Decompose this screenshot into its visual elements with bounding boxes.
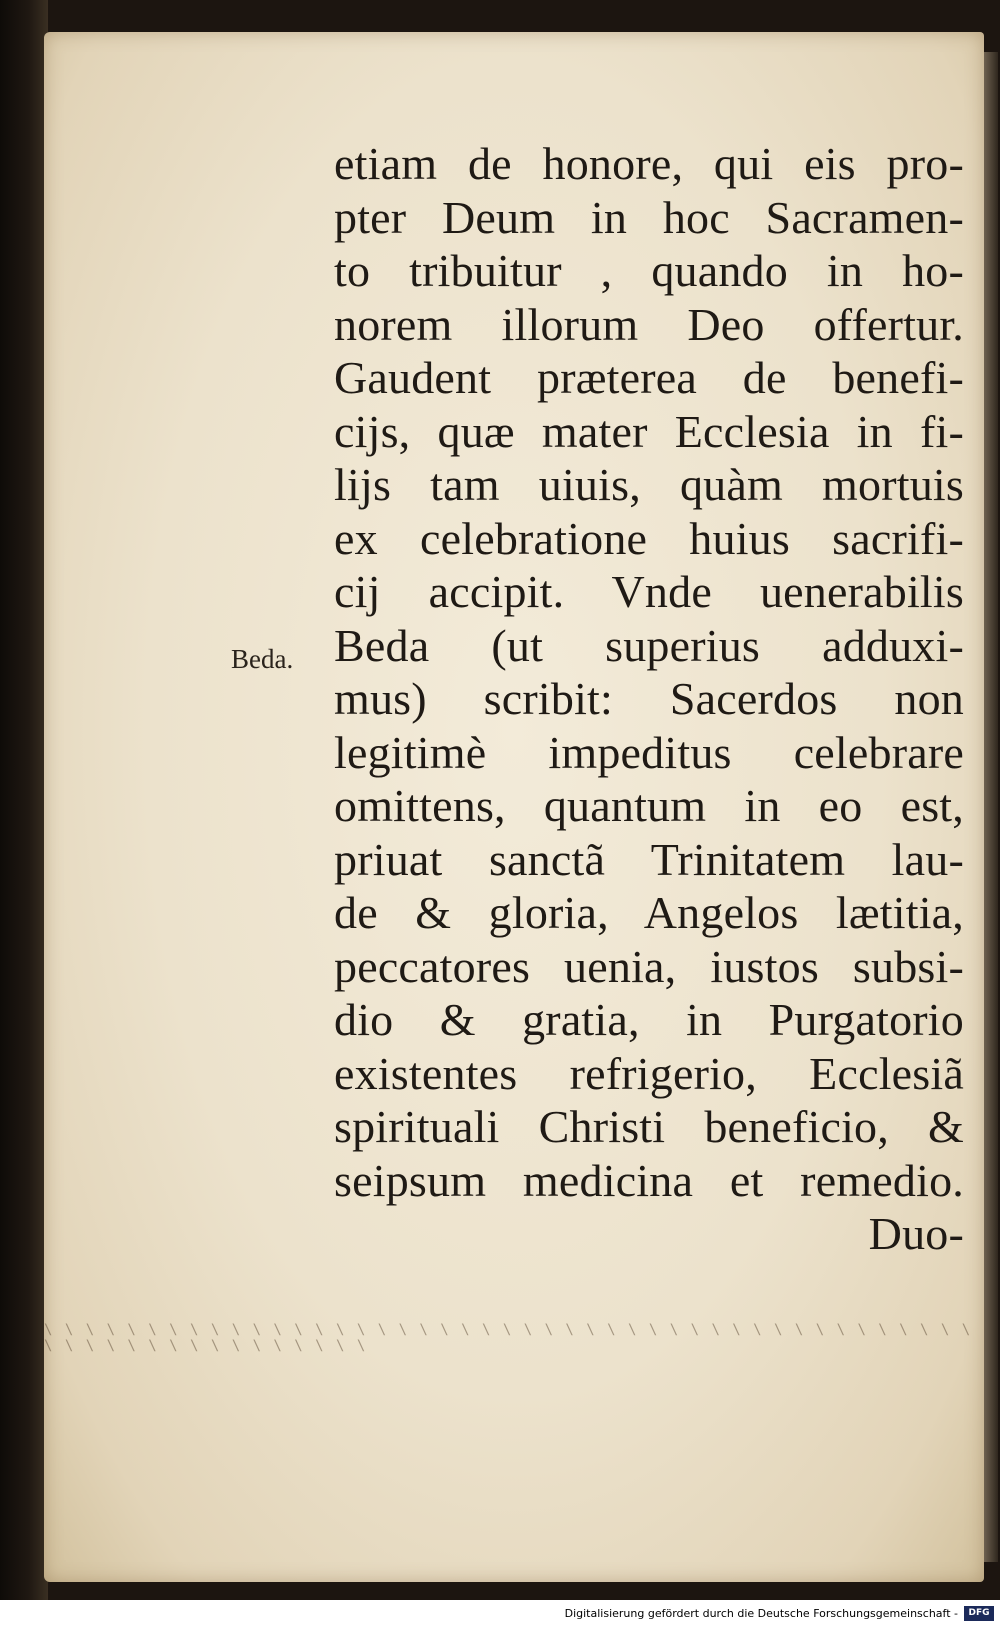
text-line: seipsum medicina et remedio. [334, 1154, 964, 1206]
text-line: ex celebratione huius sacrifi- [334, 512, 964, 564]
text-line: pter Deum in hoc Sacramen- [334, 191, 964, 243]
text-line: omittens, quantum in eo est, [334, 780, 964, 831]
fold-marks: \ \ \ \ \ \ \ \ \ \ \ \ \ \ \ \ \ \ \ \ \ \ \ \ \ \ \ \ \ \ \ \ \ \ \ \ \ \ \ \ \ \ \ \ \ \ \ \ \ \ \ \ \ \ \ \ \ \ \ \ \ [44, 1322, 973, 1354]
text-line: cij accipit. Vnde uenerabilis [334, 566, 964, 617]
scan-background [0, 0, 48, 1600]
text-line: de & gloria, Angelos lætitia, [334, 887, 964, 938]
book-page [44, 32, 984, 1582]
page-edge [984, 52, 998, 1562]
text-line: legitimè impeditus celebrare [334, 726, 964, 778]
text-line: to tribuitur , quando in ho- [334, 245, 964, 296]
text-line: priuat sanctã Trinitatem lau- [334, 833, 964, 885]
text-line: mus) scribit: Sacerdos non [334, 673, 964, 724]
text-line: existentes refrigerio, Ecclesiã [334, 1047, 964, 1099]
text-line: peccatores uenia, iustos subsi- [334, 940, 964, 992]
catchword: Duo- [868, 1208, 964, 1259]
text-line: etiam de honore, qui eis pro- [334, 138, 964, 189]
text-line: lijs tam uiuis, quàm mortuis [334, 459, 964, 510]
marginal-note: Beda. [231, 644, 294, 674]
footer-bar [0, 1600, 1000, 1630]
body-text [334, 137, 964, 1261]
text-line: Gaudent præterea de benefi- [334, 352, 964, 403]
text-line: Beda (ut superius adduxi- [334, 619, 964, 671]
dfg-logo-icon: DFG [964, 1606, 994, 1621]
text-line: norem illorum Deo offertur. [334, 298, 964, 350]
text-line: spirituali Christi beneficio, & [334, 1101, 964, 1152]
text-line: dio & gratia, in Purgatorio [334, 994, 964, 1045]
text-line: cijs, quæ mater Ecclesia in fi- [334, 405, 964, 457]
footer-credit: Digitalisierung gefördert durch die Deutsche Forschungsgemeinschaft - [564, 1607, 958, 1620]
